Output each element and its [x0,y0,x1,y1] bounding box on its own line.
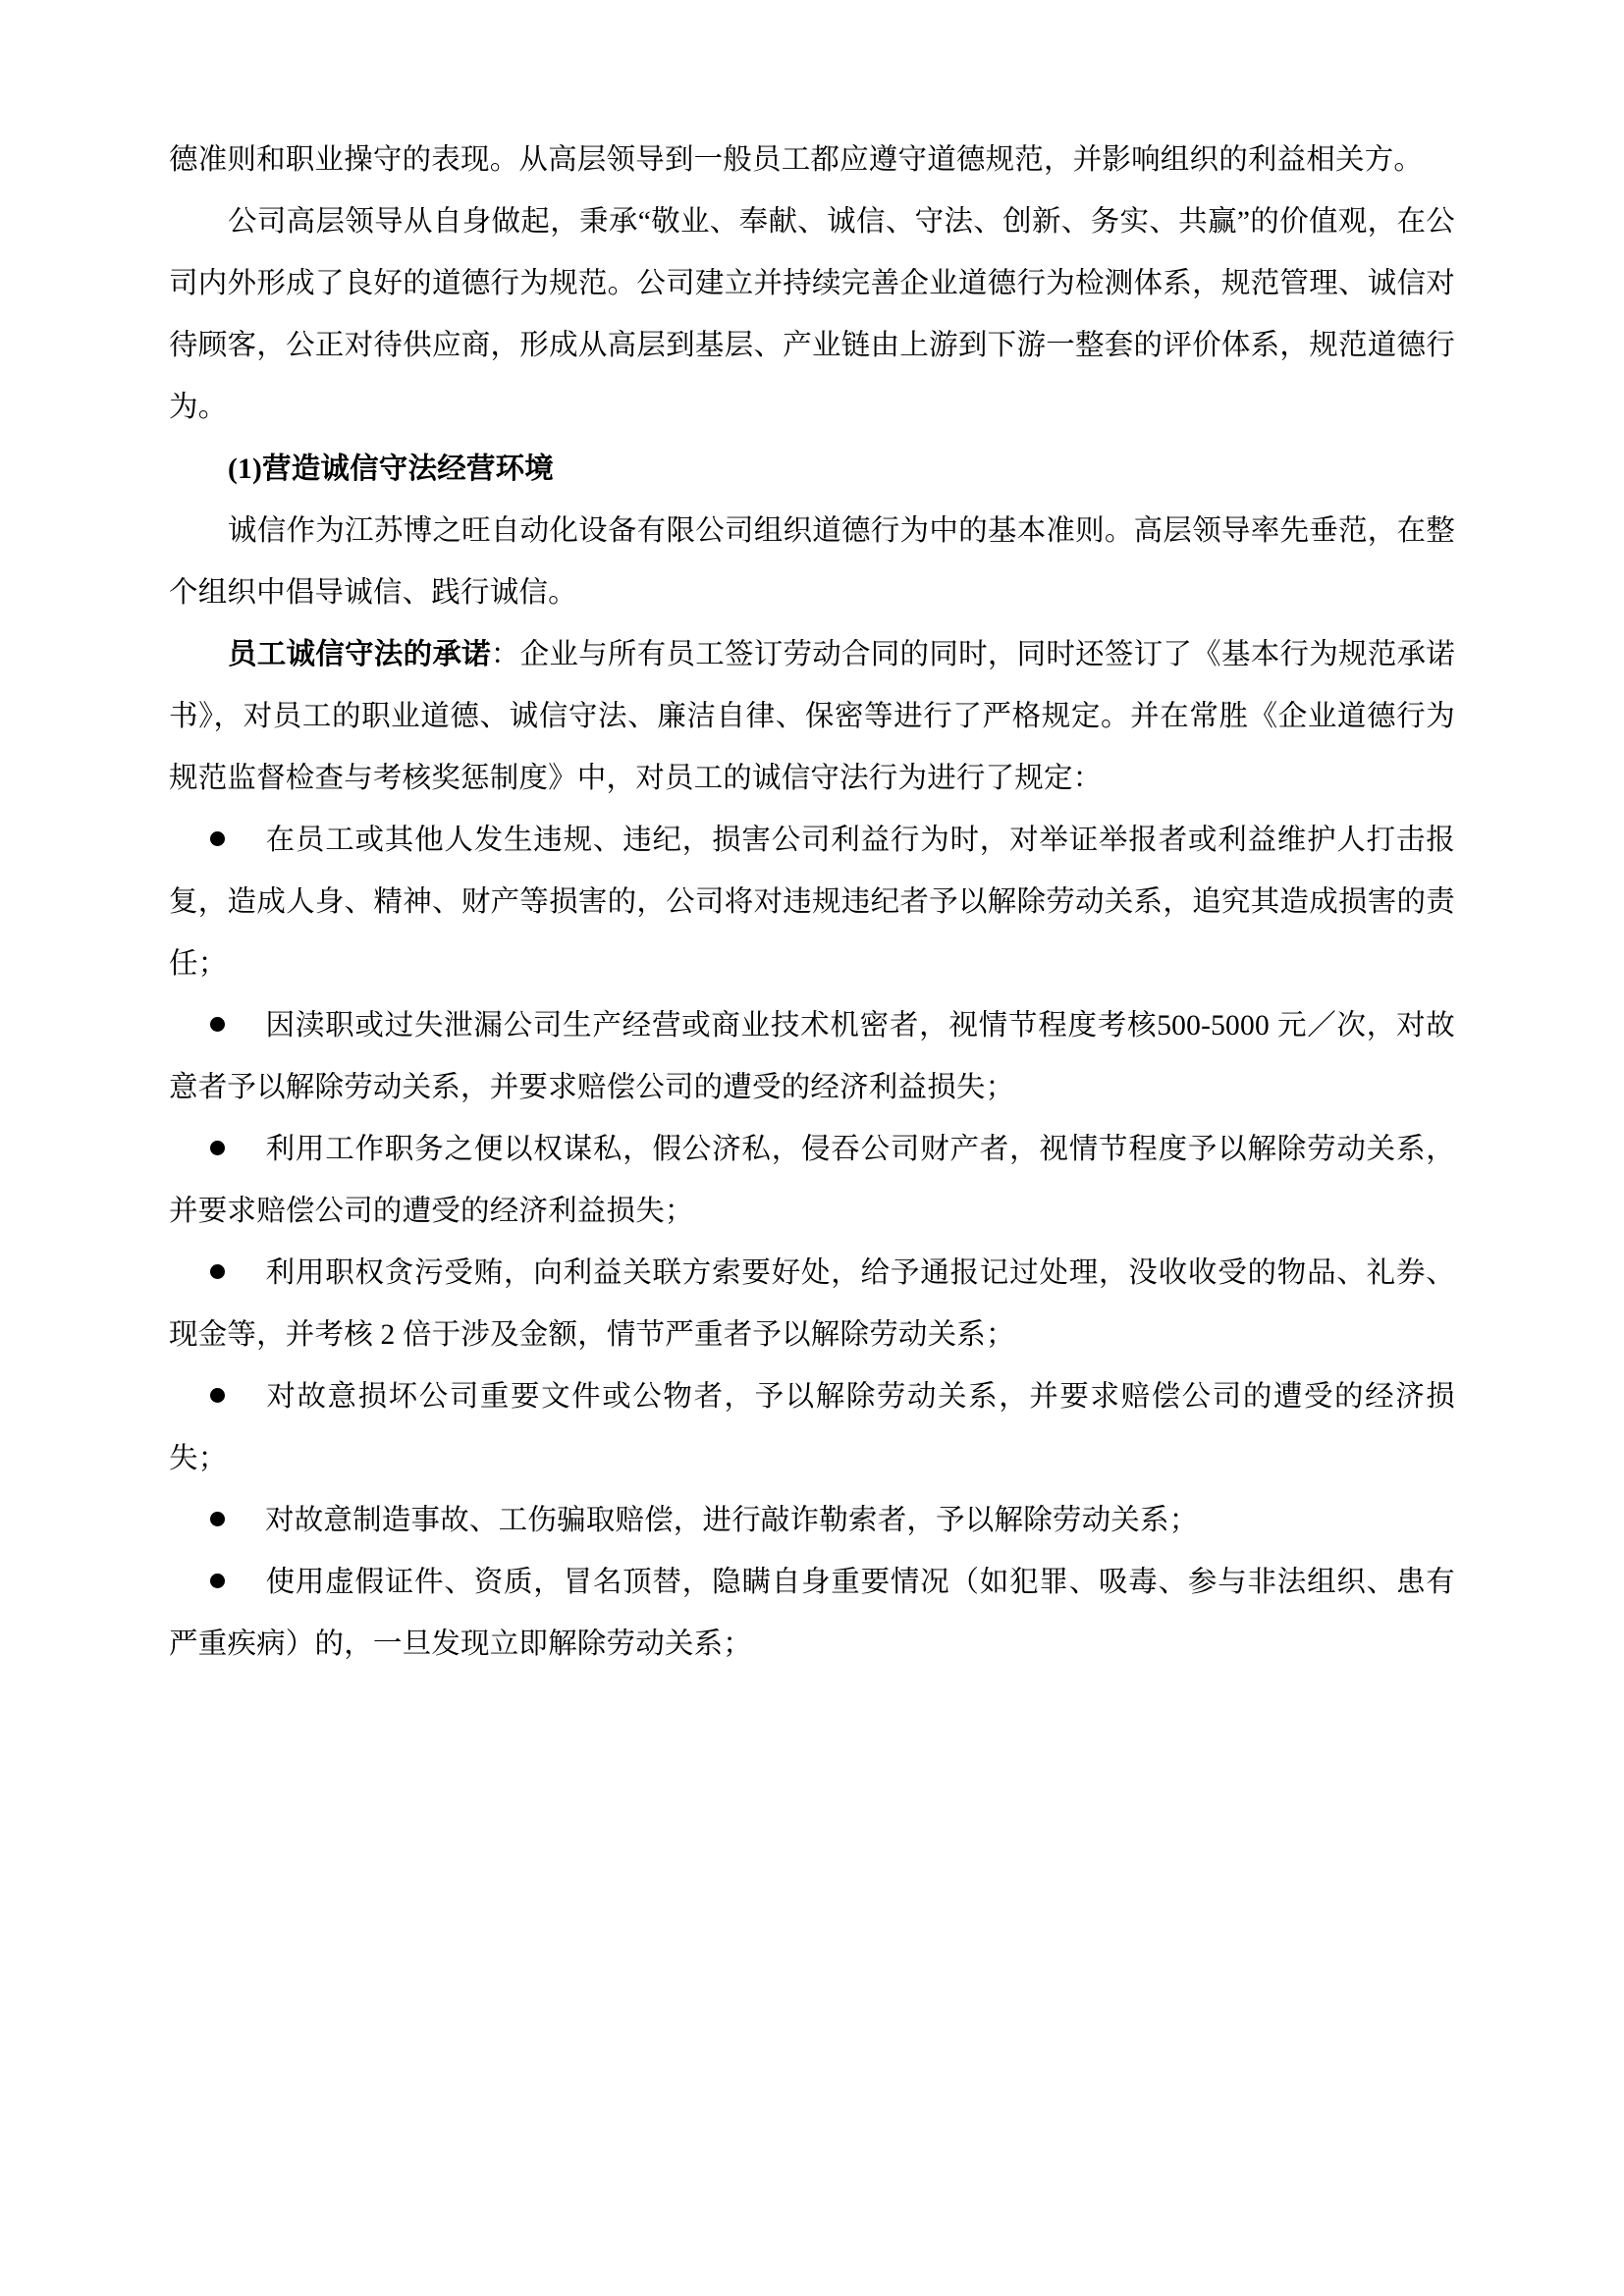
list-item [169,1366,1455,1490]
list-item-text: 对故意制造事故、工伤骗取赔偿，进行敲诈勒索者，予以解除劳动关系； [265,1505,1199,1536]
list-item [169,1243,1455,1366]
runin-label-employee-commitment: 员工诚信守法的承诺 [228,639,491,670]
list-item [169,1119,1455,1243]
bullet-marker [169,995,265,1057]
bullet-marker [169,810,265,872]
bullet-marker [169,1243,265,1305]
paragraph-values-statement: 公司高层领导从自身做起，秉承“敬业、奉献、诚信、守法、创新、务实、共赢”的价值观，在公司内外形成了良好的道德行为规范。公司建立并持续完善企业道德行为检测体系，规范管理、诚信对待顾客，公正对待供应商，形成从高层到基层、产业链由上游到下游一整套的评价体系，规范道德行为。 [169,206,1455,423]
runin-text-employee-commitment: ：企业与所有员工签订劳动合同的同时，同时还签订了《基本行为规范承诺书》，对员工的职业道德、诚信守法、廉洁自律、保密等进行了严格规定。并在常胜《企业道德行为规范监督检查与考核奖惩制度》中，对员工的诚信守法行为进行了规定： [169,639,1455,794]
bullet-dot-icon [210,1141,225,1155]
list-item [169,810,1455,995]
list-item-text: 对故意损坏公司重要文件或公物者，予以解除劳动关系，并要求赔偿公司的遭受的经济损失； [169,1381,1455,1474]
document-body [169,130,1455,1676]
bullet-dot-icon [210,1017,225,1032]
bullet-marker [169,1552,265,1614]
bullet-dot-icon [210,1512,225,1526]
paragraph-integrity-principle: 诚信作为江苏博之旺自动化设备有限公司组织道德行为中的基本准则。高层领导率先垂范，在整个组织中倡导诚信、践行诚信。 [169,515,1455,609]
bullet-marker [169,1119,265,1181]
list-item-text: 因渎职或过失泄漏公司生产经营或商业技术机密者，视情节程度考核500-5000 元／次，对故意者予以解除劳动关系，并要求赔偿公司的遭受的经济利益损失； [169,1010,1455,1103]
list-item [169,1552,1455,1676]
list-item [169,995,1455,1119]
bullet-marker [169,1490,265,1552]
paragraph-continuation: 德准则和职业操守的表现。从高层领导到一般员工都应遵守道德规范，并影响组织的利益相关方。 [169,144,1424,176]
list-item-text: 利用工作职务之便以权谋私，假公济私，侵吞公司财产者，视情节程度予以解除劳动关系，并要求赔偿公司的遭受的经济利益损失； [169,1134,1455,1227]
list-item-text: 在员工或其他人发生违规、违纪，损害公司利益行为时，对举证举报者或利益维护人打击报复，造成人身、精神、财产等损害的，公司将对违规违纪者予以解除劳动关系，追究其造成损害的责任； [169,825,1455,980]
section-heading-1: (1)营造诚信守法经营环境 [228,454,554,485]
list-item [169,1490,1455,1552]
list-item-text: 利用职权贪污受贿，向利益关联方索要好处，给予通报记过处理，没收收受的物品、礼券、现金等，并考核 2 倍于涉及金额，情节严重者予以解除劳动关系； [169,1257,1455,1351]
paragraph-employee-commitment [169,624,1455,810]
bullet-dot-icon [210,1574,225,1588]
bullet-dot-icon [210,1264,225,1279]
bullet-marker [169,1366,265,1428]
bullet-dot-icon [210,1388,225,1403]
list-item-text: 使用虚假证件、资质，冒名顶替，隐瞒自身重要情况（如犯罪、吸毒、参与非法组织、患有严重疾病）的，一旦发现立即解除劳动关系； [169,1567,1455,1660]
bullet-dot-icon [210,831,225,846]
